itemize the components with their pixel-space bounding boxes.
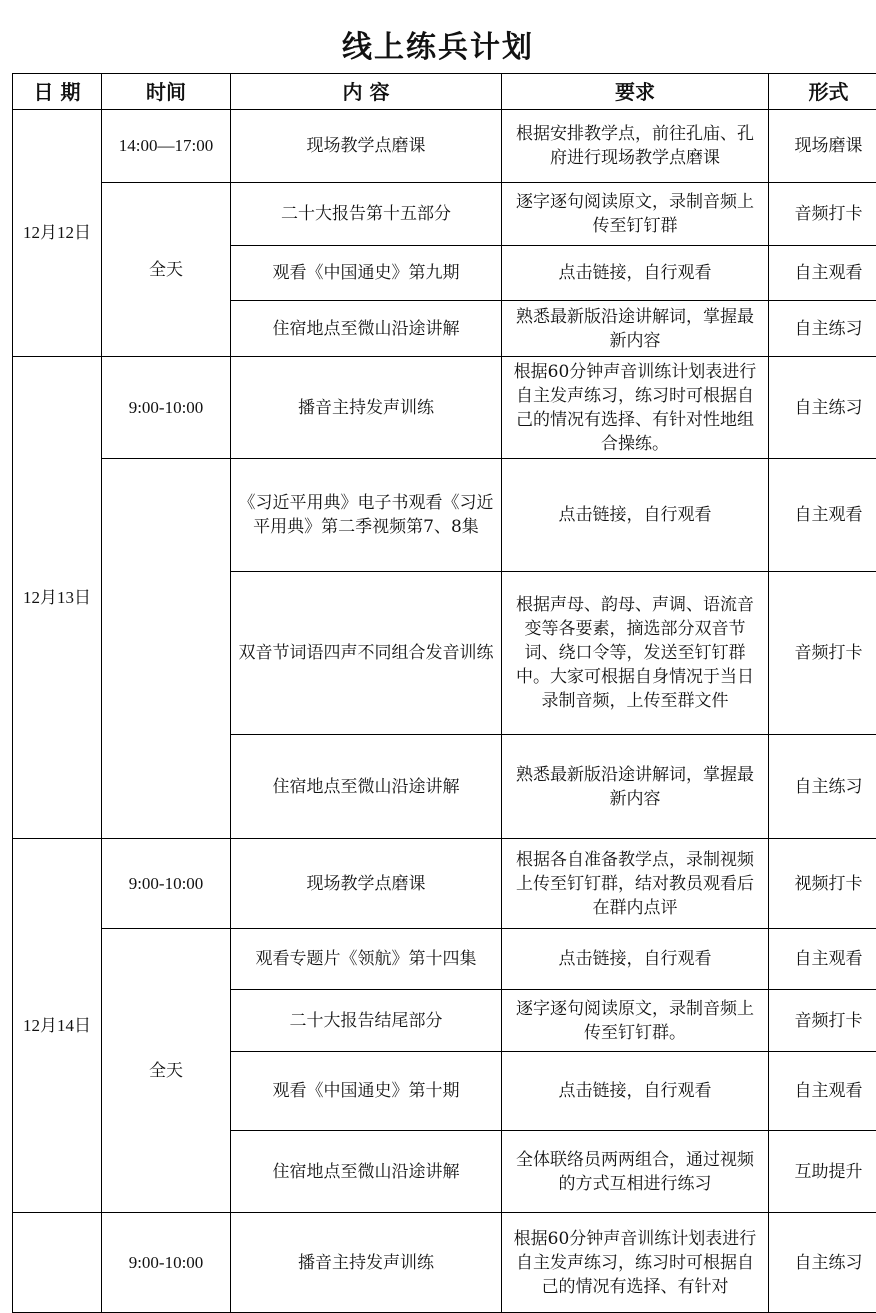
content-cell: 住宿地点至微山沿途讲解 — [231, 735, 502, 839]
requirement-cell: 根据60分钟声音训练计划表进行自主发声练习，练习时可根据自己的情况有选择、有针对 — [502, 1213, 769, 1313]
table-row — [13, 459, 876, 572]
time-cell: 9:00-10:00 — [102, 357, 231, 459]
table-row — [13, 929, 876, 990]
requirement-cell: 点击链接，自行观看 — [502, 929, 769, 990]
form-cell: 视频打卡 — [769, 839, 876, 929]
form-cell: 自主练习 — [769, 735, 876, 839]
table-row — [13, 183, 876, 246]
header-content: 内 容 — [231, 74, 502, 110]
table-row — [13, 110, 876, 183]
content-cell: 观看《中国通史》第十期 — [231, 1052, 502, 1131]
requirement-cell: 点击链接，自行观看 — [502, 246, 769, 301]
header-date: 日 期 — [13, 74, 102, 110]
form-cell: 自主观看 — [769, 929, 876, 990]
form-cell: 音频打卡 — [769, 183, 876, 246]
time-cell: 全天 — [102, 929, 231, 1213]
content-cell: 观看《中国通史》第九期 — [231, 246, 502, 301]
requirement-cell: 根据各自准备教学点，录制视频上传至钉钉群，结对教员观看后在群内点评 — [502, 839, 769, 929]
date-cell: 12月14日 — [13, 839, 102, 1213]
time-cell: 9:00-10:00 — [102, 1213, 231, 1313]
requirement-cell: 熟悉最新版沿途讲解词，掌握最新内容 — [502, 735, 769, 839]
requirement-cell: 根据声母、韵母、声调、语流音变等各要素，摘选部分双音节词、绕口令等，发送至钉钉群中。大家可根据自身情况于当日录制音频，上传至群文件 — [502, 572, 769, 735]
time-cell: 全天 — [102, 183, 231, 357]
form-cell: 音频打卡 — [769, 572, 876, 735]
requirement-cell: 根据60分钟声音训练计划表进行自主发声练习，练习时可根据自己的情况有选择、有针对性地组合操练。 — [502, 357, 769, 459]
form-cell: 自主观看 — [769, 459, 876, 572]
form-cell: 互助提升 — [769, 1131, 876, 1213]
requirement-cell: 熟悉最新版沿途讲解词，掌握最新内容 — [502, 301, 769, 357]
date-cell: 12月12日 — [13, 110, 102, 357]
content-cell: 现场教学点磨课 — [231, 839, 502, 929]
header-time: 时间 — [102, 74, 231, 110]
requirement-cell: 逐字逐句阅读原文，录制音频上传至钉钉群 — [502, 183, 769, 246]
content-cell: 二十大报告结尾部分 — [231, 990, 502, 1052]
content-cell: 播音主持发声训练 — [231, 357, 502, 459]
content-cell: 《习近平用典》电子书观看《习近平用典》第二季视频第7、8集 — [231, 459, 502, 572]
form-cell: 音频打卡 — [769, 990, 876, 1052]
content-cell: 二十大报告第十五部分 — [231, 183, 502, 246]
header-requirement: 要求 — [502, 74, 769, 110]
table-row — [13, 1213, 876, 1313]
form-cell: 现场磨课 — [769, 110, 876, 183]
content-cell: 现场教学点磨课 — [231, 110, 502, 183]
header-row — [13, 74, 876, 110]
date-cell — [13, 1213, 102, 1313]
content-cell: 双音节词语四声不同组合发音训练 — [231, 572, 502, 735]
requirement-cell: 点击链接，自行观看 — [502, 1052, 769, 1131]
date-cell: 12月13日 — [13, 357, 102, 839]
form-cell: 自主练习 — [769, 357, 876, 459]
time-cell — [102, 459, 231, 839]
header-form: 形式 — [769, 74, 876, 110]
content-cell: 住宿地点至微山沿途讲解 — [231, 301, 502, 357]
table-row — [13, 839, 876, 929]
form-cell: 自主练习 — [769, 1213, 876, 1313]
time-cell: 9:00-10:00 — [102, 839, 231, 929]
content-cell: 住宿地点至微山沿途讲解 — [231, 1131, 502, 1213]
table-row — [13, 357, 876, 459]
form-cell: 自主练习 — [769, 301, 876, 357]
form-cell: 自主观看 — [769, 246, 876, 301]
content-cell: 观看专题片《领航》第十四集 — [231, 929, 502, 990]
time-cell: 14:00—17:00 — [102, 110, 231, 183]
requirement-cell: 根据安排教学点，前往孔庙、孔府进行现场教学点磨课 — [502, 110, 769, 183]
page-title: 线上练兵计划 — [0, 22, 876, 66]
requirement-cell: 全体联络员两两组合，通过视频的方式互相进行练习 — [502, 1131, 769, 1213]
requirement-cell: 点击链接，自行观看 — [502, 459, 769, 572]
requirement-cell: 逐字逐句阅读原文，录制音频上传至钉钉群。 — [502, 990, 769, 1052]
form-cell: 自主观看 — [769, 1052, 876, 1131]
content-cell: 播音主持发声训练 — [231, 1213, 502, 1313]
plan-table — [12, 73, 876, 1313]
